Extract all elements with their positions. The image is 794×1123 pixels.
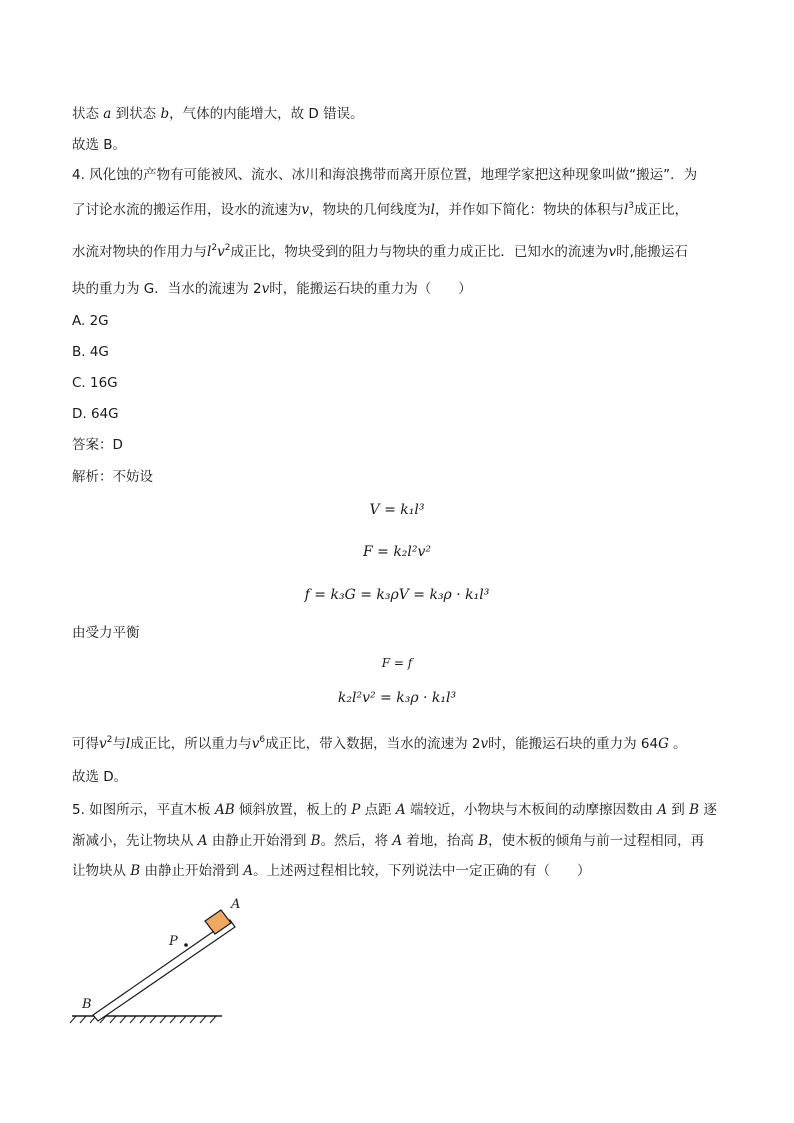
var-A: A (197, 833, 208, 849)
text: 可得 (72, 736, 99, 752)
prev-choice: 故选 B。 (72, 137, 127, 153)
text: 逐 (699, 802, 717, 818)
text: 5. 如图所示，平直木板 (72, 802, 215, 818)
var-v: v (480, 736, 489, 752)
text: ，气体的内能增大，故 D 错误。 (169, 106, 364, 122)
text: 到状态 (111, 106, 161, 122)
q5-stem-line-1 (72, 800, 717, 820)
var-A: A (243, 863, 254, 879)
equation-3: f = k₃G = k₃ρV = k₃ρ · k₁l³ (304, 587, 490, 603)
equation-4: F = f (381, 656, 413, 670)
exponent: 3 (628, 201, 635, 211)
label-b: B (82, 997, 92, 1012)
text: 渐减小，先让物块从 (72, 833, 198, 849)
text: 了讨论水流的搬运作用，设水的流速为 (72, 202, 302, 218)
exponent: 2 (224, 243, 231, 253)
option-a: A. 2G (72, 313, 109, 329)
text: 块的重力为 G．当水的流速为 2 (72, 281, 262, 297)
conclusion-line (72, 734, 687, 754)
exponent: 2 (106, 735, 113, 745)
label-a: A (231, 897, 240, 912)
text: 到 (667, 802, 690, 818)
text: 。 (668, 736, 687, 752)
text: 成正比，物块受到的阻力与物块的重力成正比．已知水的流速为 (230, 244, 609, 260)
text: 着地，抬高 (402, 833, 479, 849)
q5-stem-line-3 (72, 861, 591, 881)
text: 让物块从 (72, 863, 131, 879)
var-A: A (392, 833, 403, 849)
text: 点距 (360, 802, 396, 818)
text: 状态 (72, 106, 104, 122)
text: 成正比，带入数据，当水的流速为 2 (265, 736, 481, 752)
var-A: A (657, 802, 668, 818)
var-a: a (103, 106, 112, 122)
equation-2: F = k₂l²v² (362, 544, 432, 560)
option-b: B. 4G (72, 344, 109, 360)
option-c: C. 16G (72, 375, 118, 391)
text: 成正比， (634, 202, 689, 218)
text: 与 (112, 736, 126, 752)
prev-conclusion-line (72, 104, 364, 124)
var-v: v (217, 244, 225, 260)
text: 由静止开始滑到 (140, 863, 244, 879)
q4-choice: 故选 D。 (72, 769, 128, 785)
var-B: B (130, 863, 141, 879)
text: ，物块的几何线度为 (309, 202, 431, 218)
q4-stem-line-2 (72, 200, 688, 220)
var-B: B (478, 833, 489, 849)
exponent: 6 (259, 735, 266, 745)
text: 水流对物块的作用力与 (72, 244, 207, 260)
var-v: v (251, 736, 260, 752)
inclined-board (93, 920, 235, 1021)
var-A: A (395, 802, 406, 818)
answer: 答案：D (72, 437, 123, 453)
text: 。上述两过程相比较，下列说法中一定正确的有（ ） (253, 863, 591, 879)
analysis-heading: 解析：不妨设 (72, 469, 153, 485)
text: 倾斜放置，板上的 (234, 802, 352, 818)
var-v: v (608, 244, 617, 260)
exponent: 2 (211, 243, 218, 253)
ground (70, 1016, 222, 1023)
point-p (184, 943, 188, 947)
text: 端较近，小物块与木板间的动摩擦因数由 (405, 802, 658, 818)
text: ，并作如下简化：物块的体积与 (434, 202, 624, 218)
var-l: l (623, 202, 629, 218)
var-B: B (310, 833, 321, 849)
var-v: v (301, 202, 310, 218)
var-v: v (99, 736, 107, 752)
var-b: b (160, 106, 170, 122)
text: ，使木板的倾角与前一过程相同，再 (488, 833, 705, 849)
var-l: l (430, 202, 435, 218)
equation-5: k₂l²v² = k₃ρ · k₁l³ (337, 690, 457, 706)
label-p: P (169, 934, 178, 949)
var-l: l (207, 244, 212, 260)
balance-text: 由受力平衡 (72, 625, 140, 641)
text: 由静止开始滑到 (207, 833, 311, 849)
var-B: B (689, 802, 700, 818)
q4-stem-line-4 (72, 279, 472, 299)
incline-diagram (60, 890, 240, 1030)
option-d: D. 64G (72, 406, 119, 422)
text: 时，能搬运石块的重力为 64 (488, 736, 659, 752)
var-v: v (261, 281, 270, 297)
equation-1: V = k₁l³ (369, 502, 425, 518)
q4-stem-line-1: 4. 风化蚀的产物有可能被风、流水、冰川和海浪携带而离开原位置，地理学家把这种现象叫做“搬运”．为 (72, 167, 698, 183)
var-l: l (125, 736, 131, 752)
q5-stem-line-2 (72, 831, 704, 851)
text: 时，能搬运石块的重力为（ ） (269, 281, 472, 297)
text: 。然后，将 (320, 833, 393, 849)
text: 成正比，所以重力与 (130, 736, 252, 752)
var-G: G (658, 736, 669, 752)
var-AB: AB (214, 802, 235, 818)
q4-stem-line-3 (72, 242, 688, 262)
text: 时,能搬运石 (616, 244, 688, 260)
var-P: P (351, 802, 361, 818)
